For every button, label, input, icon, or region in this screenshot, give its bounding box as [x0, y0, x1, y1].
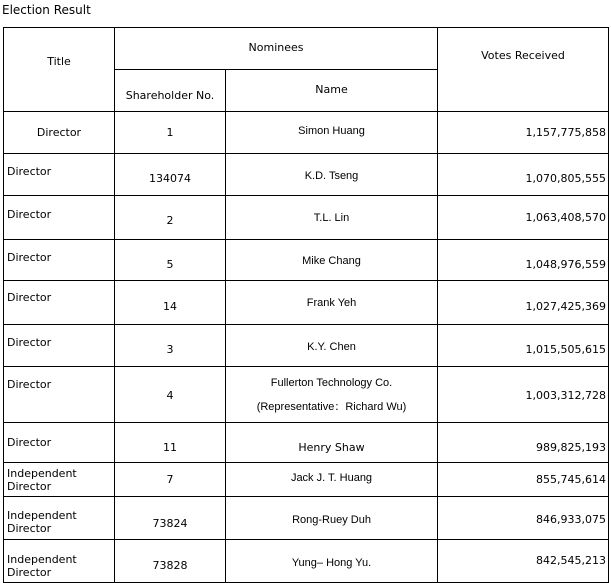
shareholder-no-cell [115, 463, 226, 497]
name-cell [226, 281, 438, 325]
column-header-shareholder-no-label: Shareholder No. [125, 89, 215, 102]
shareholder-no-text: 14 [163, 300, 177, 313]
name-text: Rong-Ruey Duh [292, 514, 371, 526]
shareholder-no-text: 73828 [152, 558, 188, 572]
shareholder-no-text: 3 [166, 343, 174, 356]
title-cell [4, 367, 115, 423]
shareholder-no-cell [115, 240, 226, 281]
votes-cell [438, 423, 609, 463]
title-text: Independent Director [7, 466, 77, 493]
title-text: Director [7, 165, 52, 178]
page-title: Election Result [2, 3, 91, 17]
name-cell [226, 196, 438, 240]
shareholder-no-cell [115, 497, 226, 540]
title-text: Independent Director [7, 509, 77, 535]
votes-cell [438, 540, 609, 583]
shareholder-no-text: 5 [166, 257, 174, 271]
shareholder-no-cell [115, 423, 226, 463]
shareholder-no-cell [115, 325, 226, 367]
header-row-top [4, 28, 609, 70]
title-cell [4, 281, 115, 325]
votes-cell [438, 196, 609, 240]
name-text: Jack J. T. Huang [290, 471, 373, 484]
table-row [4, 325, 609, 367]
shareholder-no-cell [115, 367, 226, 423]
name-text: Henry Shaw [298, 441, 365, 454]
shareholder-no-text: 11 [163, 441, 177, 454]
votes-text: 1,027,425,369 [525, 300, 606, 313]
votes-cell [438, 497, 609, 540]
name-text: Frank Yeh [306, 296, 357, 309]
shareholder-no-text: 73824 [152, 516, 188, 530]
votes-text: 1,048,976,559 [525, 257, 606, 271]
title-cell [4, 112, 115, 154]
title-cell [4, 196, 115, 240]
column-header-nominees [115, 28, 438, 70]
shareholder-no-text: 1 [166, 126, 174, 139]
shareholder-no-text: 134074 [149, 172, 191, 185]
votes-cell [438, 154, 609, 196]
votes-text: 1,003,312,728 [525, 389, 606, 402]
name-cell [226, 325, 438, 367]
title-cell [4, 540, 115, 583]
column-header-votes-label: Votes Received [481, 49, 565, 62]
name-text: T.L. Lin [313, 211, 350, 224]
shareholder-no-cell [115, 154, 226, 196]
title-text: Director [7, 378, 52, 391]
name-cell [226, 463, 438, 497]
column-header-title-label: Title [47, 55, 71, 68]
column-header-shareholder-no [115, 70, 226, 112]
votes-text: 855,745,614 [536, 473, 606, 486]
title-cell [4, 240, 115, 281]
column-header-nominees-label: Nominees [248, 41, 304, 54]
name-representative-text: (Representative：Richard Wu) [256, 400, 407, 413]
table-row [4, 463, 609, 497]
name-text: Simon Huang [298, 124, 365, 137]
table-row [4, 281, 609, 325]
table-row [4, 154, 609, 196]
votes-cell [438, 463, 609, 497]
column-header-name [226, 70, 438, 112]
title-cell [4, 154, 115, 196]
title-cell [4, 423, 115, 463]
votes-text: 846,933,075 [536, 512, 606, 526]
shareholder-no-text: 4 [166, 389, 174, 402]
votes-cell [438, 112, 609, 154]
title-text: Independent Director [7, 553, 77, 579]
votes-text: 989,825,193 [536, 441, 606, 454]
table-row [4, 240, 609, 281]
name-text: Fullerton Technology Co. [270, 376, 393, 389]
shareholder-no-cell [115, 281, 226, 325]
title-text: Director [7, 208, 52, 221]
name-cell [226, 112, 438, 154]
title-text: Director [7, 336, 52, 349]
votes-cell [438, 240, 609, 281]
title-cell [4, 497, 115, 540]
name-text: Yung– Hong Yu. [291, 557, 372, 569]
shareholder-no-cell [115, 112, 226, 154]
column-header-title [4, 28, 115, 112]
table-row [4, 423, 609, 463]
votes-cell [438, 281, 609, 325]
votes-text: 1,063,408,570 [525, 211, 606, 224]
table-row [4, 540, 609, 583]
title-text: Director [7, 436, 52, 449]
shareholder-no-text: 2 [166, 214, 174, 227]
table-row [4, 367, 609, 423]
votes-text: 1,157,775,858 [525, 126, 606, 139]
votes-cell [438, 367, 609, 423]
title-text: Director [36, 126, 82, 139]
column-header-votes [438, 28, 609, 112]
votes-text: 1,015,505,615 [525, 343, 606, 356]
name-text: K.Y. Chen [307, 340, 356, 353]
name-cell [226, 497, 438, 540]
column-header-name-label: Name [315, 83, 348, 96]
shareholder-no-cell [115, 540, 226, 583]
election-result-table [3, 27, 609, 583]
name-cell [226, 367, 438, 423]
name-text: K.D. Tseng [304, 169, 359, 182]
table-row [4, 497, 609, 540]
table-row [4, 196, 609, 240]
title-cell [4, 325, 115, 367]
votes-text: 842,545,213 [536, 553, 606, 567]
votes-text: 1,070,805,555 [525, 172, 606, 185]
votes-cell [438, 325, 609, 367]
title-cell [4, 463, 115, 497]
name-text: Mike Chang [302, 255, 361, 267]
name-cell [226, 154, 438, 196]
shareholder-no-cell [115, 196, 226, 240]
name-cell [226, 540, 438, 583]
name-cell [226, 240, 438, 281]
title-text: Director [7, 251, 52, 264]
name-cell [226, 423, 438, 463]
shareholder-no-text: 7 [166, 473, 174, 486]
table-row [4, 112, 609, 154]
title-text: Director [7, 291, 52, 304]
